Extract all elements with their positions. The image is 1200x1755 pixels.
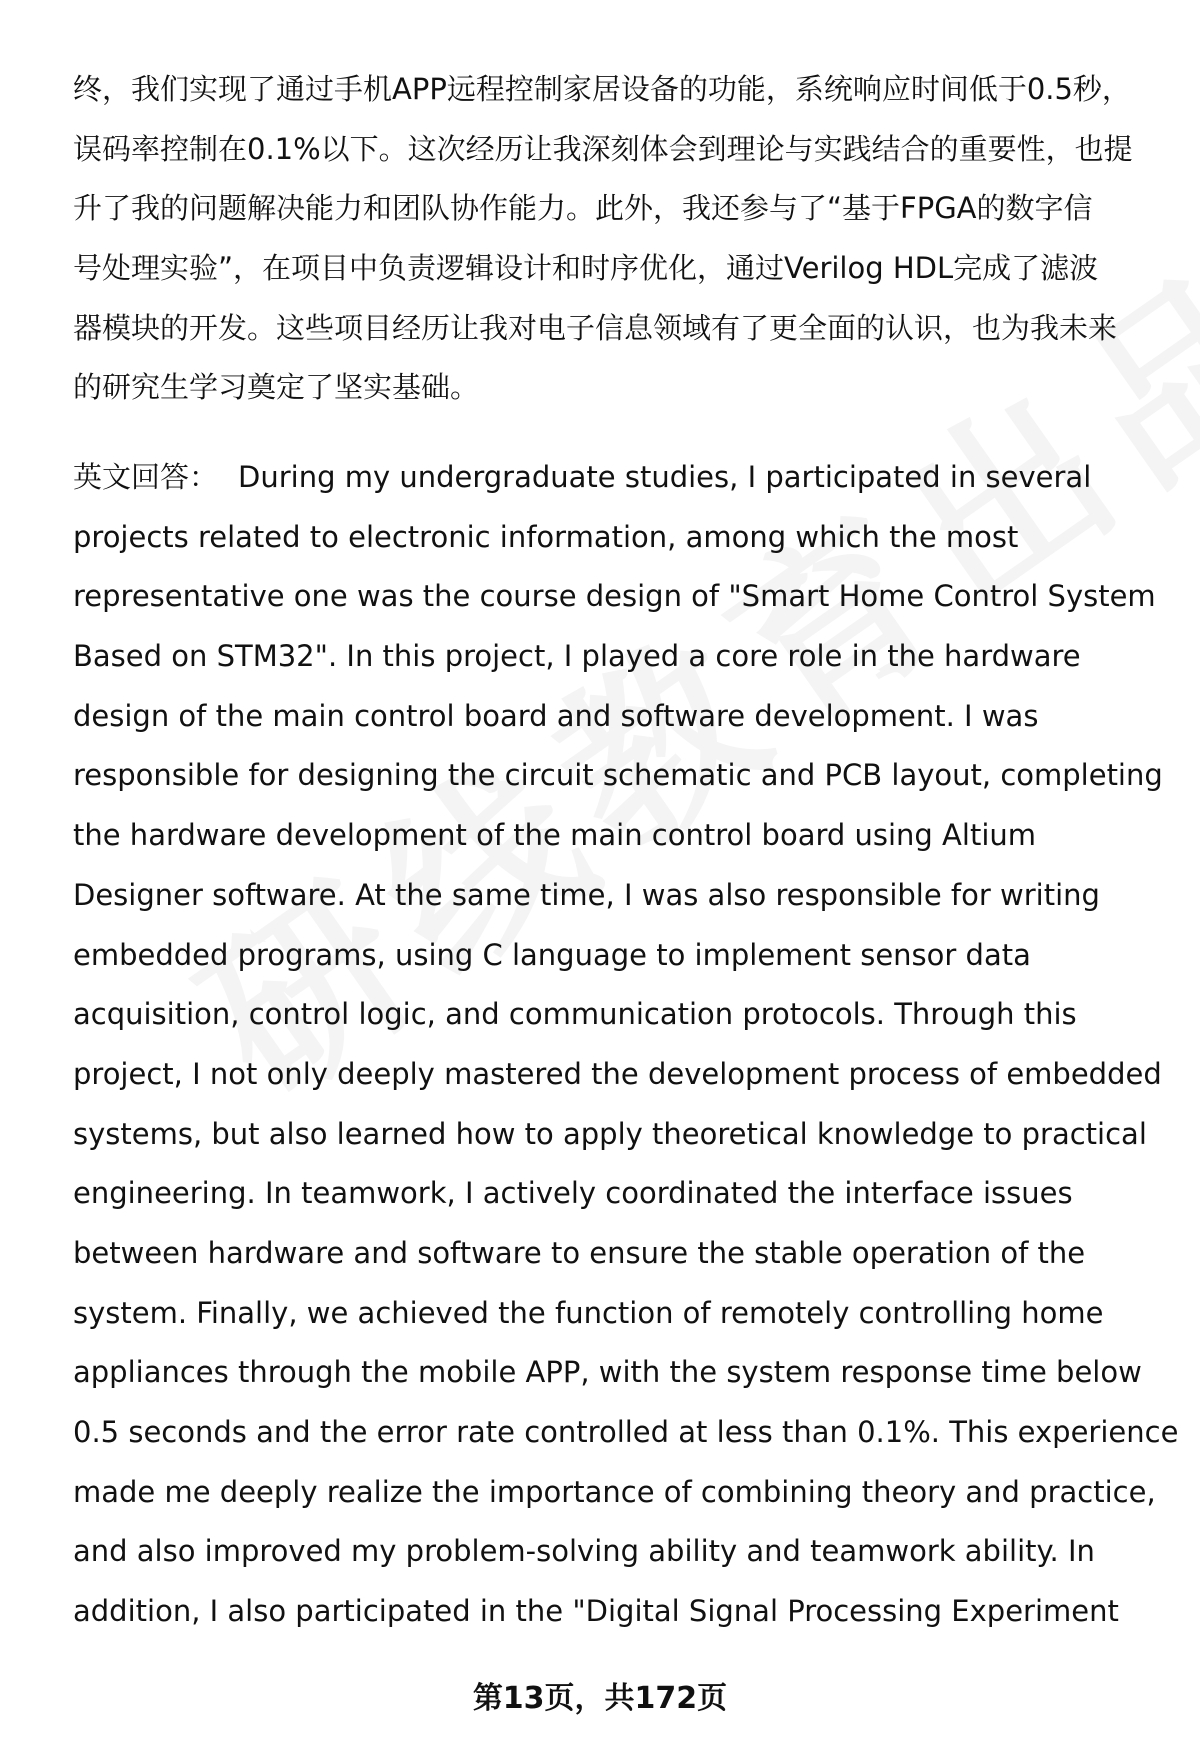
chinese-paragraph bbox=[73, 60, 1163, 418]
chinese-line: 号处理实验”，在项目中负责逻辑设计和时序优化，通过Verilog HDL完成了滤波 bbox=[73, 251, 1099, 286]
page-number-footer: 第13页，共172页 bbox=[472, 1681, 728, 1716]
english-line: addition, I also participated in the "Digital Signal Processing Experiment bbox=[73, 1594, 1119, 1629]
english-line: Based on STM32". In this project, I played a core role in the hardware bbox=[73, 639, 1081, 674]
english-line: appliances through the mobile APP, with the system response time below bbox=[73, 1355, 1142, 1390]
english-line: between hardware and software to ensure the stable operation of the bbox=[73, 1235, 1086, 1270]
english-answer-paragraph bbox=[73, 448, 1179, 1642]
chinese-line: 器模块的开发。这些项目经历让我对电子信息领域有了更全面的认识，也为我未来 bbox=[73, 310, 1118, 345]
english-line: project, I not only deeply mastered the development process of embedded bbox=[73, 1056, 1162, 1091]
chinese-line: 误码率控制在0.1%以下。这次经历让我深刻体会到理论与实践结合的重要性，也提 bbox=[73, 131, 1133, 166]
chinese-line: 的研究生学习奠定了坚实基础。 bbox=[73, 370, 480, 405]
english-line: made me deeply realize the importance of combining theory and practice, bbox=[73, 1474, 1156, 1509]
english-line: 0.5 seconds and the error rate controlled at less than 0.1%. This experience bbox=[73, 1415, 1179, 1449]
english-line: acquisition, control logic, and communication protocols. Through this bbox=[73, 997, 1077, 1032]
english-line: and also improved my problem-solving ability and teamwork ability. In bbox=[73, 1534, 1095, 1569]
english-line: engineering. In teamwork, I actively coordinated the interface issues bbox=[73, 1176, 1073, 1211]
english-line: embedded programs, using C language to implement sensor data bbox=[73, 937, 1031, 972]
english-answer-label: 英文回答： bbox=[73, 460, 219, 494]
english-line: projects related to electronic information, among which the most bbox=[73, 519, 1019, 554]
english-line: the hardware development of the main control board using Altium bbox=[73, 818, 1037, 853]
english-line: responsible for designing the circuit schematic and PCB layout, completing bbox=[73, 758, 1163, 793]
chinese-line: 终，我们实现了通过手机APP远程控制家居设备的功能，系统响应时间低于0.5秒， bbox=[73, 72, 1131, 106]
english-line: Designer software. At the same time, I was also responsible for writing bbox=[73, 877, 1100, 912]
english-line: systems, but also learned how to apply theoretical knowledge to practical bbox=[73, 1116, 1147, 1151]
english-line: representative one was the course design of "Smart Home Control System bbox=[73, 579, 1156, 614]
english-line-text: During my undergraduate studies, I participated in several bbox=[238, 460, 1092, 494]
chinese-line: 升了我的问题解决能力和团队协作能力。此外，我还参与了“基于FPGA的数字信 bbox=[73, 191, 1093, 226]
english-line: system. Finally, we achieved the function of remotely controlling home bbox=[73, 1295, 1104, 1330]
english-line bbox=[73, 448, 1163, 508]
english-line: design of the main control board and software development. I was bbox=[73, 698, 1039, 733]
